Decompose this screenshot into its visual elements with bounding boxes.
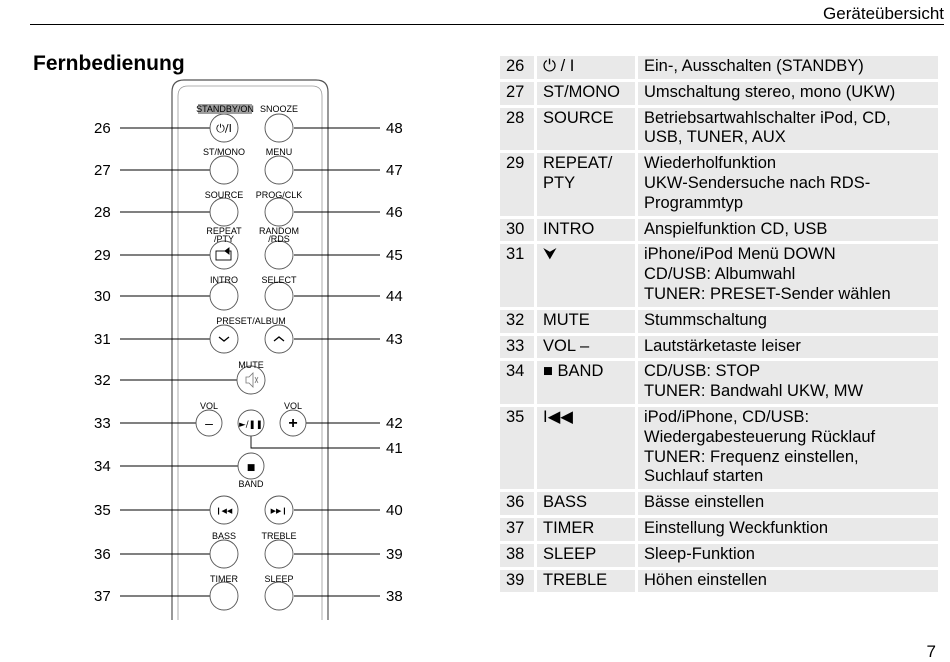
callout-30: 30: [94, 288, 111, 305]
legend-description-line: iPod/iPhone, CD/USB:: [644, 407, 810, 426]
legend-number: 38: [500, 544, 534, 567]
mute-button[interactable]: [237, 366, 265, 394]
callout-40: 40: [386, 502, 403, 519]
legend-description: [638, 336, 938, 359]
legend-description: [638, 310, 938, 333]
page-number: 7: [926, 642, 936, 661]
intro-button[interactable]: [210, 282, 238, 310]
legend-description-line: Einstellung Weckfunktion: [644, 518, 829, 537]
legend-row: [500, 244, 938, 306]
legend-key: ■ BAND: [537, 361, 635, 404]
legend-description-line: UKW-Sendersuche nach RDS-: [644, 173, 871, 192]
legend-description: [638, 244, 938, 306]
plus-icon: +: [288, 415, 298, 432]
legend-key: I◀◀: [537, 407, 635, 489]
legend-description: [638, 153, 938, 215]
callout-numbers-left: [94, 120, 111, 605]
callout-32: 32: [94, 372, 111, 389]
random-label-line1: RANDOM: [259, 226, 299, 236]
legend-key: BASS: [537, 492, 635, 515]
repeat-label-line1: REPEAT: [206, 226, 242, 236]
legend-number: 37: [500, 518, 534, 541]
callout-43: 43: [386, 331, 403, 348]
intro-label: INTRO: [210, 275, 238, 285]
legend-row: [500, 336, 938, 359]
legend-number: 36: [500, 492, 534, 515]
legend-row: [500, 153, 938, 215]
legend-description: [638, 108, 938, 151]
legend-number: 34: [500, 361, 534, 404]
legend-row: [500, 518, 938, 541]
legend-description: [638, 219, 938, 242]
legend-description-line: Sleep-Funktion: [644, 544, 755, 563]
snooze-button[interactable]: [265, 114, 293, 142]
legend-key: INTRO: [537, 219, 635, 242]
callout-36: 36: [94, 546, 111, 563]
legend-description-line: Ein-, Ausschalten (STANDBY): [644, 57, 864, 75]
legend-row: [500, 544, 938, 567]
timer-button[interactable]: [210, 582, 238, 610]
progclk-button[interactable]: [265, 198, 293, 226]
legend-description-line: Betriebsartwahlschalter iPod, CD,: [644, 108, 891, 127]
legend-key: SLEEP: [537, 544, 635, 567]
callout-35: 35: [94, 502, 111, 519]
stmono-label: ST/MONO: [203, 147, 245, 157]
preset-album-up-button[interactable]: [265, 325, 293, 353]
legend-row: [500, 570, 938, 593]
legend-number: 32: [500, 310, 534, 333]
remote-body: [172, 80, 328, 620]
legend-description: [638, 56, 938, 79]
legend-description-line: Suchlauf starten: [644, 467, 764, 486]
legend-description: [638, 518, 938, 541]
legend-description-line: Umschaltung stereo, mono (UKW): [644, 82, 896, 101]
callout-48: 48: [386, 120, 403, 137]
legend-description-line: Anspielfunktion CD, USB: [644, 219, 828, 238]
mute-label: MUTE: [238, 360, 264, 370]
repeat-pty-button[interactable]: [210, 241, 238, 269]
legend-number: 39: [500, 570, 534, 593]
legend-number: 27: [500, 82, 534, 105]
minus-icon: –: [205, 415, 213, 431]
skip-forward-icon: ▶▶❙: [270, 507, 288, 515]
legend-description-line: TUNER: Frequenz einstellen,: [644, 447, 859, 466]
bass-label: BASS: [211, 531, 237, 541]
legend-description: [638, 361, 938, 404]
legend-key: ⮟: [537, 244, 635, 306]
callout-28: 28: [94, 204, 111, 221]
section-title: Fernbedienung: [33, 52, 185, 75]
legend-description-line: USB, TUNER, AUX: [644, 128, 786, 147]
legend-row: [500, 82, 938, 105]
vol-right-label: VOL: [283, 401, 303, 411]
legend-description-line: CD/USB: Albumwahl: [644, 265, 796, 284]
legend-number: 29: [500, 153, 534, 215]
callout-45: 45: [386, 247, 403, 264]
legend-description-line: Lautstärketaste leiser: [644, 336, 801, 355]
legend-description-line: Wiedergabesteuerung Rücklauf: [644, 427, 876, 446]
callout-42: 42: [386, 415, 403, 432]
legend-row: [500, 310, 938, 333]
callout-29: 29: [94, 247, 111, 264]
legend-description: [638, 570, 938, 593]
header-title: Geräteübersicht: [823, 4, 944, 23]
legend-description: [638, 544, 938, 567]
select-label: SELECT: [261, 275, 297, 285]
legend-row: [500, 219, 938, 242]
play-pause-icon: ►/❚❚: [239, 420, 263, 430]
sleep-label: SLEEP: [264, 574, 294, 584]
callout-numbers-right: [386, 120, 403, 605]
progclk-label: PROG/CLK: [255, 190, 303, 200]
standby-label: STANDBY/ON: [196, 104, 254, 114]
stmono-button[interactable]: [210, 156, 238, 184]
legend-key: SOURCE: [537, 108, 635, 151]
menu-label: MENU: [265, 147, 293, 157]
sleep-button[interactable]: [265, 582, 293, 610]
source-label: SOURCE: [204, 190, 244, 200]
legend-description-line: Wiederholfunktion: [644, 154, 777, 173]
callout-44: 44: [386, 288, 403, 305]
band-label: BAND: [238, 479, 264, 489]
treble-button[interactable]: [265, 540, 293, 568]
legend-number: 30: [500, 219, 534, 242]
callout-27: 27: [94, 162, 111, 179]
legend-description-line: CD/USB: STOP: [644, 362, 761, 381]
callout-46: 46: [386, 204, 403, 221]
legend-description: [638, 82, 938, 105]
select-button[interactable]: [265, 282, 293, 310]
callout-47: 47: [386, 162, 403, 179]
callout-26: 26: [94, 120, 111, 137]
legend-row: [500, 361, 938, 404]
legend-row: [500, 108, 938, 151]
legend-key: VOL –: [537, 336, 635, 359]
skip-back-icon: ❙◀◀: [215, 507, 233, 515]
preset-album-down-button[interactable]: [210, 325, 238, 353]
stop-icon: ■: [246, 463, 256, 473]
legend-description-line: Höhen einstellen: [644, 570, 767, 589]
callout-34: 34: [94, 458, 111, 475]
legend-description: [638, 492, 938, 515]
treble-label: TREBLE: [261, 531, 297, 541]
preset-album-label: PRESET/ALBUM: [216, 316, 286, 326]
snooze-label: SNOOZE: [259, 104, 299, 114]
random-rds-button[interactable]: [265, 241, 293, 269]
legend-key: MUTE: [537, 310, 635, 333]
callout-31: 31: [94, 331, 111, 348]
callout-39: 39: [386, 546, 403, 563]
legend-number: 31: [500, 244, 534, 306]
legend-number: 35: [500, 407, 534, 489]
legend-description-line: TUNER: PRESET-Sender wählen: [644, 284, 891, 303]
legend-description-line: Programmtyp: [644, 193, 744, 212]
legend-description-line: iPhone/iPod Menü DOWN: [644, 245, 836, 264]
legend-description: [638, 407, 938, 489]
legend-row: [500, 492, 938, 515]
legend-row: [500, 56, 938, 79]
legend-key: ST/MONO: [537, 82, 635, 105]
legend-key: TREBLE: [537, 570, 635, 593]
legend-description-line: Stummschaltung: [644, 310, 767, 329]
menu-button[interactable]: [265, 156, 293, 184]
legend-description-line: Bässe einstellen: [644, 493, 765, 512]
callout-41: 41: [386, 440, 403, 457]
callout-37: 37: [94, 588, 111, 605]
legend-table: [500, 56, 938, 595]
vol-left-label: VOL: [199, 401, 219, 411]
random-label-line2: /RDS: [268, 234, 290, 244]
legend-number: 33: [500, 336, 534, 359]
repeat-label-line2: /PTY: [213, 234, 235, 244]
source-button[interactable]: [210, 198, 238, 226]
legend-row: [500, 407, 938, 489]
legend-key: REPEAT/ PTY: [537, 153, 635, 215]
legend-key: TIMER: [537, 518, 635, 541]
timer-label: TIMER: [210, 574, 238, 584]
legend-number: 28: [500, 108, 534, 151]
power-icon: ⏻/I: [216, 122, 232, 135]
callout-38: 38: [386, 588, 403, 605]
legend-key: ⏻ / I: [537, 56, 635, 79]
legend-number: 26: [500, 56, 534, 79]
legend-description-line: TUNER: Bandwahl UKW, MW: [644, 382, 864, 401]
bass-button[interactable]: [210, 540, 238, 568]
callout-33: 33: [94, 415, 111, 432]
